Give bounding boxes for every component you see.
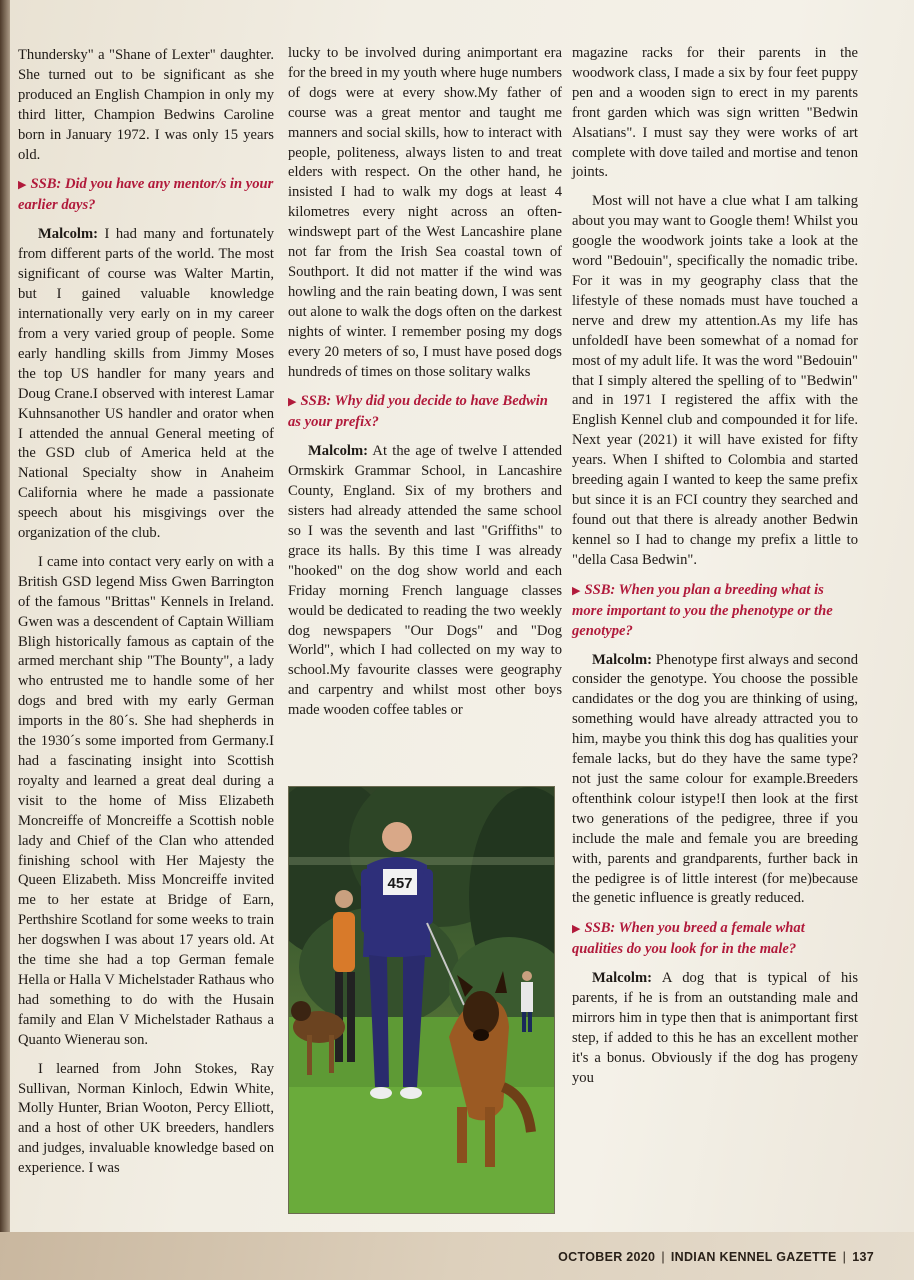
handler-with-dogs-photo [288, 786, 555, 1214]
speaker-label: Malcolm: [592, 970, 652, 987]
answer-text: A dog that is typical of his parents, if he is from an outstanding male and mirrors him in type then that is animportant first step, if added to this he has an excellent mother it's a bonus. Obviously if the dog has progeny you [572, 970, 858, 1086]
speaker-label: Malcolm: [592, 651, 652, 668]
answer-text: Phenotype first always and second consider the genotype. You choose the possible candidates or the dog you are thinking of using, something would have already attracted you to him, maybe you think this dog has qualities your female lacks, but do they have the same type? not just the same colour for example.Breeders oftenthink colour istype!I then look at the first two generations of the pedigree, three if you include the male and female you are breeding with, parents and grandparents, further back in the pedigree is of little interest (for me)because the genetic influence is greatly reduced. [572, 651, 858, 907]
interview-question [288, 391, 562, 432]
question-text: SSB: When you breed a female what qualities do you look for in the male? [572, 920, 805, 958]
question-text: SSB: When you plan a breeding what is more important to you the phenotype or the genotype? [572, 581, 833, 639]
paragraph: Thundersky" a "Shane of Lexter" daughter. She turned out to be significant as she produced an English Champion in only my third litter, Champion Bedwins Caroline born in January 1972. I was only 15 years old. [18, 47, 274, 163]
interview-answer [288, 442, 562, 721]
race-bib-number: 457 [387, 875, 413, 892]
speaker-label: Malcolm: [38, 226, 98, 243]
issue-date: OCTOBER 2020 [558, 1250, 656, 1264]
interview-question [18, 174, 274, 215]
paragraph: Most will not have a clue what I am talking about you may want to Google them! Whilst you google the woodwork joints take a look at the word "Bedouin", specifically the nomadic tribe. For it was in my geography class that the lifestyle of these nomads must have touched a nerve and drew my attention.As my life has unfoldedI have been somewhat of a nomad for most of my adult life. It was the word "Bedouin" that I simply altered the spelling of to "Bedwin" and in 1971 I registered the affix with the English Kennel club and compounded it for life. Next year (2021) it will have existed for fifty years. When I shifted to Colombia and started breeding again I wanted to keep the same prefix but since it is an FCI country they searched and found out that there is already another Bedwin kennel so I had to change my prefix a little to "della Casa Bedwin". [572, 193, 858, 568]
triangle-bullet-icon: ▶ [288, 396, 297, 409]
answer-text: I had many and fortunately from different parts of the world. The most significant of course was Walter Martin, but I gained valuable knowledge internationally very early on in my career from a very varied group of people. Some early handling skills from Jimmy Moses the top US handler for many years and Doug Crane.I observed with interest Lamar Kuhnsanother US handler and orator when I attended the annual General meeting of the GSD club of America held at the National Specialty show in Anaheim California where he made a passionate speech about his misgivings over the organization of the club. [18, 226, 274, 542]
text-column-2 [288, 44, 562, 730]
interview-answer [572, 651, 858, 910]
question-text: SSB: Why did you decide to have Bedwin as your prefix? [288, 393, 548, 431]
interview-answer [572, 969, 858, 1088]
magazine-title: INDIAN KENNEL GAZETTE [670, 1250, 837, 1264]
triangle-bullet-icon: ▶ [572, 923, 581, 936]
triangle-bullet-icon: ▶ [572, 584, 581, 597]
interview-question [572, 918, 858, 959]
page-footer: OCTOBER 2020 | INDIAN KENNEL GAZETTE | 137 [558, 1250, 874, 1264]
paragraph: lucky to be involved during animportant era for the breed in my youth where huge numbers of dogs were at every show.My father of course was a great mentor and taught me manners and social skills, how to interact with people, politeness, always listen to and treat elders with respect. On the other hand, he insisted I had to walk my dogs at least 4 kilometres every night across an often-windswept part of the West Lancashire plane not far from the Irish Sea coastal town of Southport. It did not matter if the wind was howling and the rain beating down, I was sent out alone to walk the dogs often on the darkest nights of winter. I remember posing my dogs every 20 meters of so, I must have posed dogs hundreds of times on those solitary walks [288, 45, 562, 380]
speaker-label: Malcolm: [308, 443, 368, 460]
paragraph: magazine racks for their parents in the woodwork class, I made a six by four feet puppy pen and a wooden sign to erect in my parents front garden which was sign written "Bedwin Alsatians". I must say they were works of art complete with dove tailed and mortise and tenon joints. [572, 45, 858, 181]
page-number: 137 [852, 1250, 874, 1264]
paragraph: I came into contact very early on with a British GSD legend Miss Gwen Barrington of the famous "Brittas" Kennels in Ireland. Gwen was a descendent of Captain William Bligh historically famous as captain of the armed merchant ship "The Bounty", a lady who entrusted me to handle some of her dogs and bred with my early German imports in the 80´s. She had shepherds in the 1930´s some imported from Germany.I had a fascinating insight into Scottish royalty and learned a great deal during a visit to the home of Miss Elizabeth Moncreiffe of Moncreiffe a Scottish noble lady and Chief of the Clan who attended finishing school with Her Majesty the Queen Elizabeth. Miss Moncreiffe invited me to her estate at Bridge of Earn, Perthshire Scotland for some weeks to train her dogswhen I was about 17 years old. At the time she had a top German female Hella or Halla V Michelstader Rathaus who had something to do with the Husain family and Elan V Michelstader Rathaus a Quanto Wienerau son. [18, 553, 274, 1048]
text-column-3 [572, 44, 858, 1098]
paragraph: I learned from John Stokes, Ray Sullivan, Norman Kinloch, Edwin White, Molly Hunter, Brian Wooton, Percy Elliott, and a host of other UK breeders, handlers and judges, invaluable knowledge based on experience. I was [18, 1060, 274, 1177]
interview-answer [18, 225, 274, 544]
triangle-bullet-icon: ▶ [18, 179, 27, 192]
question-text: SSB: Did you have any mentor/s in your earlier days? [18, 176, 274, 214]
answer-text: At the age of twelve I attended Ormskirk Grammar School, in Lancashire County, England. Six of my brothers and sisters had already attended the same school so I was the seventh and last "Griffiths" to grace its halls. By this time I was already "hooked" on the dog show world and each Friday morning French language classes would be dedicated to reading the two weekly dog newspapers "Our Dogs" and "Dog World", which I had collected on my way to school.My favourite classes were geography and carpentry and whilst most other boys made wooden coffee tables or [288, 443, 562, 719]
text-column-1 [18, 46, 274, 1188]
interview-question [572, 580, 858, 641]
